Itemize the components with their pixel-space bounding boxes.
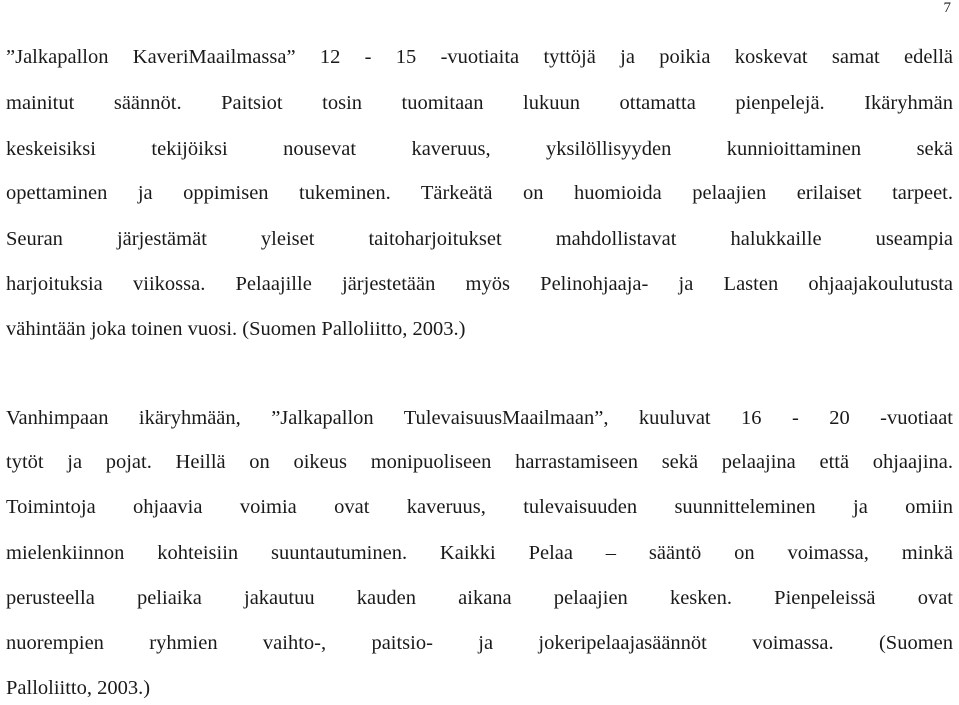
paragraph-line: ”Jalkapallon KaveriMaailmassa” 12 - 15 -vuotiaita tyttöjä ja poikia koskevat samat edellä (6, 46, 953, 68)
paragraph-line: mainitut säännöt. Paitsiot tosin tuomitaan lukuun ottamatta pienpelejä. Ikäryhmän (6, 92, 953, 114)
paragraph-line: nuorempien ryhmien vaihto-, paitsio- ja jokeripelaajasäännöt voimassa. (Suomen (6, 632, 953, 654)
paragraph-line: opettaminen ja oppimisen tukeminen. Tärkeätä on huomioida pelaajien erilaiset tarpeet. (6, 182, 953, 204)
paragraph-line: perusteella peliaika jakautuu kauden aikana pelaajien kesken. Pienpeleissä ovat (6, 587, 953, 609)
paragraph-line: keskeisiksi tekijöiksi nousevat kaveruus, yksilöllisyyden kunnioittaminen sekä (6, 138, 953, 160)
paragraph-line: Vanhimpaan ikäryhmään, ”Jalkapallon TulevaisuusMaailmaan”, kuuluvat 16 - 20 -vuotiaat (6, 407, 953, 429)
paragraph-line: mielenkiinnon kohteisiin suuntautuminen. Kaikki Pelaa – sääntö on voimassa, minkä (6, 542, 953, 564)
paragraph-line: Seuran järjestämät yleiset taitoharjoitukset mahdollistavat halukkaille useampia (6, 228, 953, 250)
paragraph-line: Palloliitto, 2003.) (6, 677, 151, 699)
page-number: 7 (943, 0, 951, 16)
paragraph-line: harjoituksia viikossa. Pelaajille järjestetään myös Pelinohjaaja- ja Lasten ohjaajakoulutusta (6, 273, 953, 295)
paragraph-line: Toimintoja ohjaavia voimia ovat kaveruus, tulevaisuuden suunnitteleminen ja omiin (6, 496, 953, 518)
paragraph-line: tytöt ja pojat. Heillä on oikeus monipuoliseen harrastamiseen sekä pelaajina että ohjaajina. (6, 451, 953, 473)
paragraph-line: vähintään joka toinen vuosi. (Suomen Palloliitto, 2003.) (6, 318, 466, 340)
